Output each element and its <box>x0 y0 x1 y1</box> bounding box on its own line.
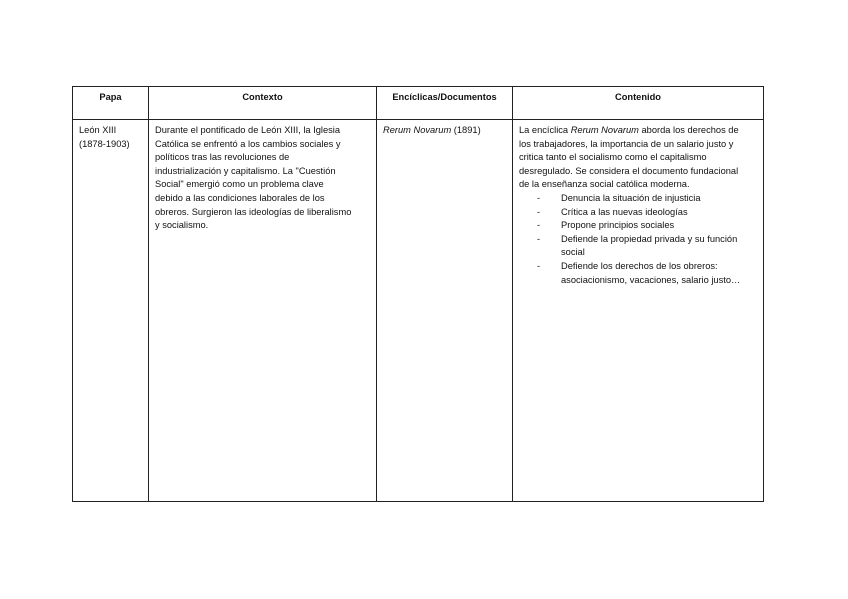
bullet-item <box>537 260 757 287</box>
document-title: Rerum Novarum <box>383 125 452 135</box>
header-contenido: Contenido <box>513 87 764 120</box>
contexto-line: Católica se enfrentó a los cambios sociales y <box>155 138 341 149</box>
contexto-line: Social" emergió como un problema clave <box>155 179 324 190</box>
cell-contexto <box>149 120 377 502</box>
text: La encíclica <box>519 125 571 135</box>
contexto-line: políticos tras las revoluciones de <box>155 152 290 163</box>
header-contexto: Contexto <box>149 87 377 120</box>
header-documentos: Encíclicas/Documentos <box>377 87 513 120</box>
contenido-line: los trabajadores, la importancia de un salario justo y <box>519 138 734 149</box>
dash-bullet-icon: - <box>537 260 541 271</box>
contenido-line: critica tanto el socialismo como el capitalismo <box>519 152 707 163</box>
bullet-text: asociacionismo, vacaciones, salario justo… <box>561 274 741 285</box>
bullet-text: Defiende los derechos de los obreros: <box>561 260 718 271</box>
bullet-text: Denuncia la situación de injusticia <box>561 192 701 203</box>
dash-bullet-icon: - <box>537 206 541 217</box>
document-year: (1891) <box>451 125 481 135</box>
cell-papa <box>73 120 149 502</box>
cell-contenido <box>513 120 764 502</box>
dash-bullet-icon: - <box>537 192 541 203</box>
bullet-text: Crítica a las nuevas ideologías <box>561 206 688 217</box>
contexto-line: debido a las condiciones laborales de los <box>155 192 325 203</box>
bullet-text: Defiende la propiedad privada y su función <box>561 233 738 244</box>
table-row <box>73 120 764 502</box>
header-row <box>73 87 764 120</box>
bullet-item <box>537 219 757 233</box>
papa-years: (1878-1903) <box>79 138 130 149</box>
bullet-text: social <box>561 247 585 258</box>
papa-name: León XIII <box>79 125 117 135</box>
bullet-text: Propone principios sociales <box>561 220 675 231</box>
header-papa: Papa <box>73 87 149 120</box>
text: aborda los derechos de <box>638 125 739 135</box>
contexto-line: industrialización y capitalismo. La "Cuestión <box>155 165 336 176</box>
contenido-line <box>519 124 757 138</box>
popes-table <box>72 86 764 502</box>
cell-documento <box>377 120 513 502</box>
bullet-list <box>519 192 757 287</box>
bullet-item <box>537 233 757 260</box>
contexto-line: Durante el pontificado de León XIII, la Iglesia <box>155 125 341 135</box>
contexto-line: obreros. Surgieron las ideologías de liberalismo <box>155 206 352 217</box>
dash-bullet-icon: - <box>537 220 541 231</box>
italic-title: Rerum Novarum <box>570 125 639 135</box>
contenido-line: desregulado. Se considera el documento fundacional <box>519 165 739 176</box>
bullet-item <box>537 192 757 206</box>
contenido-line: de la enseñanza social católica moderna. <box>519 179 690 190</box>
dash-bullet-icon: - <box>537 233 541 244</box>
bullet-item <box>537 206 757 220</box>
contexto-line: y socialismo. <box>155 220 209 231</box>
